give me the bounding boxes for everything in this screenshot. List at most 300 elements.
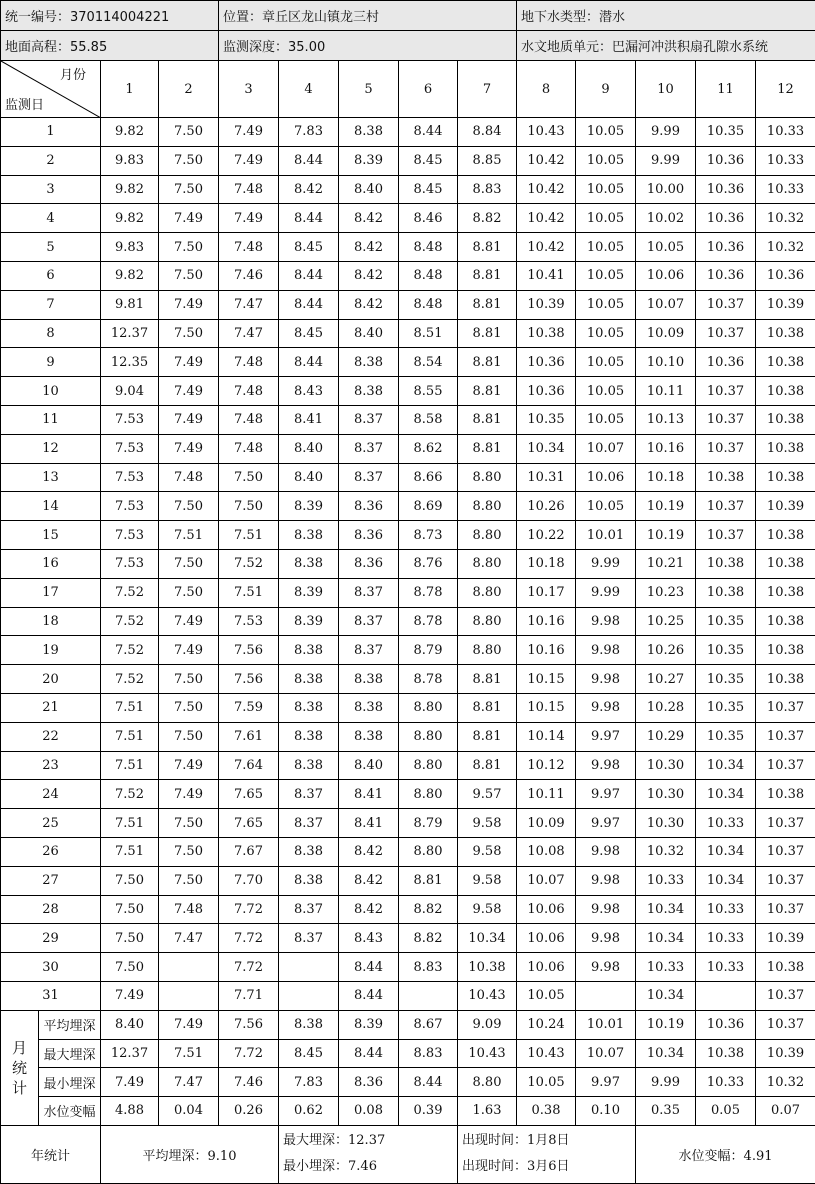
depth-value: 8.42: [339, 895, 399, 924]
table-row: [1, 463, 815, 492]
day-cell: 13: [1, 463, 101, 492]
depth-value: 9.98: [576, 924, 636, 953]
depth-value: 10.09: [517, 809, 576, 838]
depth-value: 10.33: [696, 895, 756, 924]
depth-value: 8.73: [399, 521, 458, 550]
depth-value: 10.37: [696, 290, 756, 319]
day-cell: 17: [1, 578, 101, 607]
depth-value: 10.41: [517, 261, 576, 290]
depth-value: 8.38: [279, 722, 339, 751]
depth-value: 8.48: [399, 233, 458, 262]
depth-value: 7.52: [101, 780, 159, 809]
stat-value: 7.47: [159, 1068, 219, 1097]
depth-value: 10.42: [517, 175, 576, 204]
depth-value: 10.37: [696, 405, 756, 434]
depth-value: 10.37: [756, 981, 815, 1010]
depth-value: 10.37: [756, 809, 815, 838]
depth-value: 8.83: [458, 175, 517, 204]
depth-value: 8.44: [339, 953, 399, 982]
stat-value: 0.08: [339, 1097, 399, 1126]
stat-value: 10.07: [576, 1039, 636, 1068]
depth-value: 10.34: [696, 837, 756, 866]
table-row: [1, 837, 815, 866]
depth-value: 8.48: [399, 261, 458, 290]
daily-rows: [1, 118, 815, 1011]
day-cell: 29: [1, 924, 101, 953]
stat-label: 最小埋深: [39, 1068, 101, 1097]
month-header: 10: [636, 61, 696, 118]
depth-value: 8.80: [399, 722, 458, 751]
depth-value: 8.42: [339, 233, 399, 262]
depth-value: 7.46: [219, 261, 279, 290]
table-row: [1, 665, 815, 694]
depth-value: 8.38: [279, 636, 339, 665]
depth-value: 9.98: [576, 751, 636, 780]
depth-value: 8.40: [279, 463, 339, 492]
depth-value: 10.38: [756, 434, 815, 463]
annual-range: 水位变幅：4.91: [636, 1125, 815, 1183]
depth-value: 9.98: [576, 607, 636, 636]
depth-value: 10.14: [517, 722, 576, 751]
depth-value: 10.06: [636, 261, 696, 290]
depth-value: 8.39: [279, 492, 339, 521]
stat-value: 0.07: [756, 1097, 815, 1126]
depth-value: 8.55: [399, 377, 458, 406]
depth-value: 10.38: [756, 377, 815, 406]
depth-value: 8.82: [399, 895, 458, 924]
depth-value: 10.37: [756, 722, 815, 751]
stat-value: 8.83: [399, 1039, 458, 1068]
depth-value: 8.37: [339, 636, 399, 665]
stat-value: 10.19: [636, 1010, 696, 1039]
depth-value: 10.38: [756, 521, 815, 550]
table-row: [1, 233, 815, 262]
depth-value: 7.48: [219, 233, 279, 262]
depth-value: 7.50: [219, 492, 279, 521]
stat-value: 7.72: [219, 1039, 279, 1068]
stat-value: 0.38: [517, 1097, 576, 1126]
depth-value: 10.36: [696, 261, 756, 290]
table-row: [1, 809, 815, 838]
depth-value: 7.50: [159, 492, 219, 521]
depth-value: 9.98: [576, 636, 636, 665]
depth-value: 7.53: [101, 549, 159, 578]
depth-value: 8.51: [399, 319, 458, 348]
depth-value: 10.05: [576, 290, 636, 319]
stat-value: 10.37: [756, 1010, 815, 1039]
stat-value: 7.49: [101, 1068, 159, 1097]
depth-value: 9.99: [576, 549, 636, 578]
depth-value: 10.06: [517, 895, 576, 924]
depth-value: 7.51: [159, 521, 219, 550]
depth-value: 8.37: [279, 924, 339, 953]
depth-value: 7.53: [219, 607, 279, 636]
depth-value: 10.27: [636, 665, 696, 694]
depth-value: 10.05: [576, 204, 636, 233]
day-cell: 16: [1, 549, 101, 578]
depth-value: 8.45: [279, 233, 339, 262]
depth-value: 7.49: [159, 434, 219, 463]
depth-value: 10.36: [696, 348, 756, 377]
depth-value: 7.49: [159, 780, 219, 809]
table-row: [1, 377, 815, 406]
depth-value: 8.38: [279, 693, 339, 722]
depth-value: 8.79: [399, 809, 458, 838]
depth-value: 10.36: [696, 233, 756, 262]
depth-value: 8.37: [279, 780, 339, 809]
depth-value: 8.81: [458, 348, 517, 377]
depth-value: 10.07: [517, 866, 576, 895]
depth-value: 8.82: [458, 204, 517, 233]
depth-value: 10.30: [636, 780, 696, 809]
depth-value: 9.82: [101, 175, 159, 204]
depth-value: 8.78: [399, 578, 458, 607]
stat-value: 8.36: [339, 1068, 399, 1097]
stat-row: [1, 1068, 815, 1097]
depth-value: 10.01: [576, 521, 636, 550]
group-label-char: 统: [12, 1058, 27, 1078]
depth-value: 10.37: [696, 521, 756, 550]
depth-value: 10.38: [458, 953, 517, 982]
depth-value: 8.38: [339, 118, 399, 147]
depth-value: 10.33: [756, 118, 815, 147]
month-header: 6: [399, 61, 458, 118]
stat-value: 7.49: [159, 1010, 219, 1039]
depth-value: 8.44: [279, 290, 339, 319]
depth-value: 10.18: [517, 549, 576, 578]
depth-value: 7.50: [159, 549, 219, 578]
depth-value: 10.42: [517, 204, 576, 233]
depth-value: 7.52: [101, 636, 159, 665]
depth-value: 10.38: [756, 578, 815, 607]
depth-value: 10.38: [517, 319, 576, 348]
depth-value: 8.80: [458, 492, 517, 521]
depth-value: 9.58: [458, 895, 517, 924]
depth-value: 8.44: [279, 348, 339, 377]
depth-value: 10.38: [696, 549, 756, 578]
depth-value: 8.80: [458, 521, 517, 550]
depth-value: 7.70: [219, 866, 279, 895]
depth-value: [399, 981, 458, 1010]
depth-value: 7.64: [219, 751, 279, 780]
stat-value: 9.99: [636, 1068, 696, 1097]
month-axis-label: 月份: [60, 64, 86, 83]
depth-value: 8.42: [339, 204, 399, 233]
month-header: 11: [696, 61, 756, 118]
depth-value: 7.72: [219, 895, 279, 924]
depth-value: 8.80: [458, 463, 517, 492]
depth-value: 7.48: [219, 405, 279, 434]
depth-value: 9.58: [458, 866, 517, 895]
day-cell: 8: [1, 319, 101, 348]
stat-value: 0.35: [636, 1097, 696, 1126]
depth-value: 7.72: [219, 924, 279, 953]
depth-value: 8.37: [339, 578, 399, 607]
depth-value: 7.49: [101, 981, 159, 1010]
stat-value: 12.37: [101, 1039, 159, 1068]
day-cell: 27: [1, 866, 101, 895]
depth-value: 7.50: [159, 261, 219, 290]
depth-value: 8.80: [399, 693, 458, 722]
depth-value: 7.47: [159, 924, 219, 953]
depth-value: 10.38: [756, 607, 815, 636]
depth-value: 7.50: [159, 233, 219, 262]
depth-value: 7.51: [101, 751, 159, 780]
depth-value: [159, 953, 219, 982]
depth-value: 10.05: [576, 492, 636, 521]
depth-value: 8.38: [339, 693, 399, 722]
depth-value: 8.37: [339, 463, 399, 492]
depth-value: 8.44: [279, 146, 339, 175]
depth-value: 10.36: [517, 377, 576, 406]
depth-value: 8.62: [399, 434, 458, 463]
stat-label: 最大埋深: [39, 1039, 101, 1068]
stat-value: 7.83: [279, 1068, 339, 1097]
depth-value: 7.48: [219, 348, 279, 377]
depth-value: 7.49: [159, 290, 219, 319]
month-header: 8: [517, 61, 576, 118]
depth-value: 9.98: [576, 866, 636, 895]
table-row: [1, 866, 815, 895]
depth-value: 8.69: [399, 492, 458, 521]
depth-value: 7.48: [159, 895, 219, 924]
depth-value: 8.37: [339, 607, 399, 636]
depth-value: 7.51: [219, 521, 279, 550]
table-row: [1, 290, 815, 319]
annual-occurrence-times: [458, 1125, 636, 1183]
depth-value: 10.12: [517, 751, 576, 780]
depth-value: 8.76: [399, 549, 458, 578]
table-row: [1, 405, 815, 434]
stat-value: 8.44: [339, 1039, 399, 1068]
annual-stats-row: [1, 1125, 815, 1183]
depth-value: 8.81: [458, 290, 517, 319]
depth-value: 10.36: [756, 261, 815, 290]
depth-value: 10.09: [636, 319, 696, 348]
depth-value: 8.36: [339, 492, 399, 521]
depth-value: 10.37: [756, 751, 815, 780]
depth-value: 8.81: [458, 377, 517, 406]
annual-min-time: 出现时间：3月6日: [462, 1154, 635, 1180]
depth-value: 8.54: [399, 348, 458, 377]
depth-value: 8.81: [458, 261, 517, 290]
depth-value: 7.49: [159, 348, 219, 377]
depth-value: 9.82: [101, 204, 159, 233]
depth-value: 7.50: [159, 146, 219, 175]
depth-value: 8.82: [399, 924, 458, 953]
depth-value: 10.31: [517, 463, 576, 492]
depth-value: 7.50: [219, 463, 279, 492]
depth-value: 10.38: [756, 348, 815, 377]
depth-value: 7.49: [159, 377, 219, 406]
depth-value: 10.43: [517, 118, 576, 147]
stat-value: 10.33: [696, 1068, 756, 1097]
stat-value: 8.80: [458, 1068, 517, 1097]
depth-value: 10.28: [636, 693, 696, 722]
depth-value: 7.53: [101, 492, 159, 521]
depth-value: 8.37: [339, 434, 399, 463]
depth-value: 7.53: [101, 434, 159, 463]
depth-value: 9.98: [576, 953, 636, 982]
depth-value: 8.58: [399, 405, 458, 434]
depth-value: 8.81: [458, 722, 517, 751]
depth-value: 7.53: [101, 405, 159, 434]
stat-value: 9.97: [576, 1068, 636, 1097]
depth-value: 10.05: [517, 981, 576, 1010]
annual-min-depth: 最小埋深：7.46: [283, 1154, 457, 1180]
depth-value: 9.99: [636, 146, 696, 175]
depth-value: 10.17: [517, 578, 576, 607]
day-cell: 20: [1, 665, 101, 694]
table-row: [1, 549, 815, 578]
depth-value: 10.05: [576, 233, 636, 262]
stat-value: 4.88: [101, 1097, 159, 1126]
depth-value: 9.97: [576, 722, 636, 751]
depth-value: [279, 953, 339, 982]
day-cell: 2: [1, 146, 101, 175]
depth-value: 7.59: [219, 693, 279, 722]
stat-label: 平均埋深: [39, 1010, 101, 1039]
depth-value: 8.38: [279, 837, 339, 866]
table-row: [1, 319, 815, 348]
stat-value: 8.45: [279, 1039, 339, 1068]
table-row: [1, 434, 815, 463]
depth-value: 10.36: [517, 348, 576, 377]
depth-value: 10.26: [517, 492, 576, 521]
table-row: [1, 693, 815, 722]
stat-value: 0.26: [219, 1097, 279, 1126]
depth-value: 10.11: [517, 780, 576, 809]
depth-value: 10.05: [576, 319, 636, 348]
day-cell: 7: [1, 290, 101, 319]
depth-value: 8.83: [399, 953, 458, 982]
day-cell: 11: [1, 405, 101, 434]
stat-value: 7.46: [219, 1068, 279, 1097]
annual-max-time: 出现时间：1月8日: [462, 1128, 635, 1154]
month-header: 4: [279, 61, 339, 118]
depth-value: 10.21: [636, 549, 696, 578]
depth-value: 8.39: [279, 607, 339, 636]
depth-value: 7.61: [219, 722, 279, 751]
stat-value: 0.39: [399, 1097, 458, 1126]
depth-value: 10.37: [756, 693, 815, 722]
depth-value: 10.32: [636, 837, 696, 866]
stat-value: 7.51: [159, 1039, 219, 1068]
depth-value: 8.40: [339, 319, 399, 348]
depth-value: 10.30: [636, 809, 696, 838]
stat-label: 水位变幅: [39, 1097, 101, 1126]
annual-max-depth: 最大埋深：12.37: [283, 1128, 457, 1154]
depth-value: 7.50: [159, 837, 219, 866]
depth-value: 8.38: [279, 665, 339, 694]
depth-value: 7.49: [219, 118, 279, 147]
depth-value: 12.35: [101, 348, 159, 377]
depth-value: 7.50: [101, 924, 159, 953]
depth-value: 7.52: [219, 549, 279, 578]
depth-value: 8.78: [399, 607, 458, 636]
depth-value: 10.33: [756, 146, 815, 175]
depth-value: 9.99: [576, 578, 636, 607]
depth-value: 10.05: [576, 175, 636, 204]
day-cell: 24: [1, 780, 101, 809]
depth-value: 8.79: [399, 636, 458, 665]
depth-value: 9.98: [576, 895, 636, 924]
depth-value: 9.83: [101, 233, 159, 262]
table-row: [1, 521, 815, 550]
depth-value: 8.37: [339, 405, 399, 434]
depth-value: 10.19: [636, 521, 696, 550]
depth-value: 10.15: [517, 693, 576, 722]
depth-value: 8.42: [339, 866, 399, 895]
stat-value: 0.04: [159, 1097, 219, 1126]
depth-value: 10.07: [576, 434, 636, 463]
table-row: [1, 636, 815, 665]
depth-value: 10.35: [696, 607, 756, 636]
depth-value: 8.80: [458, 578, 517, 607]
stat-value: 10.43: [517, 1039, 576, 1068]
depth-value: 8.81: [458, 693, 517, 722]
depth-value: 10.38: [756, 953, 815, 982]
depth-value: 10.16: [517, 607, 576, 636]
depth-value: 10.13: [636, 405, 696, 434]
depth-value: 10.33: [636, 953, 696, 982]
depth-value: 7.51: [101, 722, 159, 751]
month-header-row: [1, 61, 815, 118]
depth-value: 10.38: [756, 780, 815, 809]
depth-value: 7.50: [159, 319, 219, 348]
day-cell: 6: [1, 261, 101, 290]
depth-value: 10.32: [756, 204, 815, 233]
depth-value: 10.05: [576, 118, 636, 147]
depth-value: 7.48: [219, 377, 279, 406]
monthly-stats-group-label: [1, 1010, 39, 1125]
month-header: 12: [756, 61, 815, 118]
depth-value: 10.34: [636, 895, 696, 924]
depth-value: 10.02: [636, 204, 696, 233]
depth-value: 10.37: [696, 377, 756, 406]
stat-row: [1, 1097, 815, 1126]
depth-value: 12.37: [101, 319, 159, 348]
depth-value: 7.47: [219, 290, 279, 319]
depth-value: 9.82: [101, 118, 159, 147]
depth-value: 9.82: [101, 261, 159, 290]
depth-value: 8.81: [458, 233, 517, 262]
table-row: [1, 175, 815, 204]
depth-value: 9.04: [101, 377, 159, 406]
depth-value: 7.52: [101, 607, 159, 636]
group-label-char: 计: [12, 1078, 27, 1098]
depth-value: 10.36: [696, 204, 756, 233]
depth-value: 7.50: [159, 866, 219, 895]
depth-value: 10.38: [696, 578, 756, 607]
depth-value: 10.26: [636, 636, 696, 665]
day-axis-label: 监测日: [5, 94, 44, 113]
depth-value: 10.43: [458, 981, 517, 1010]
depth-value: 10.25: [636, 607, 696, 636]
depth-value: 10.39: [756, 924, 815, 953]
depth-value: 8.80: [458, 549, 517, 578]
depth-value: 7.50: [159, 665, 219, 694]
depth-value: 8.40: [339, 751, 399, 780]
stat-value: 0.62: [279, 1097, 339, 1126]
depth-value: [696, 981, 756, 1010]
depth-value: 7.48: [219, 434, 279, 463]
stat-value: 7.56: [219, 1010, 279, 1039]
day-cell: 12: [1, 434, 101, 463]
depth-value: 8.80: [399, 780, 458, 809]
table-row: [1, 780, 815, 809]
depth-value: 10.30: [636, 751, 696, 780]
